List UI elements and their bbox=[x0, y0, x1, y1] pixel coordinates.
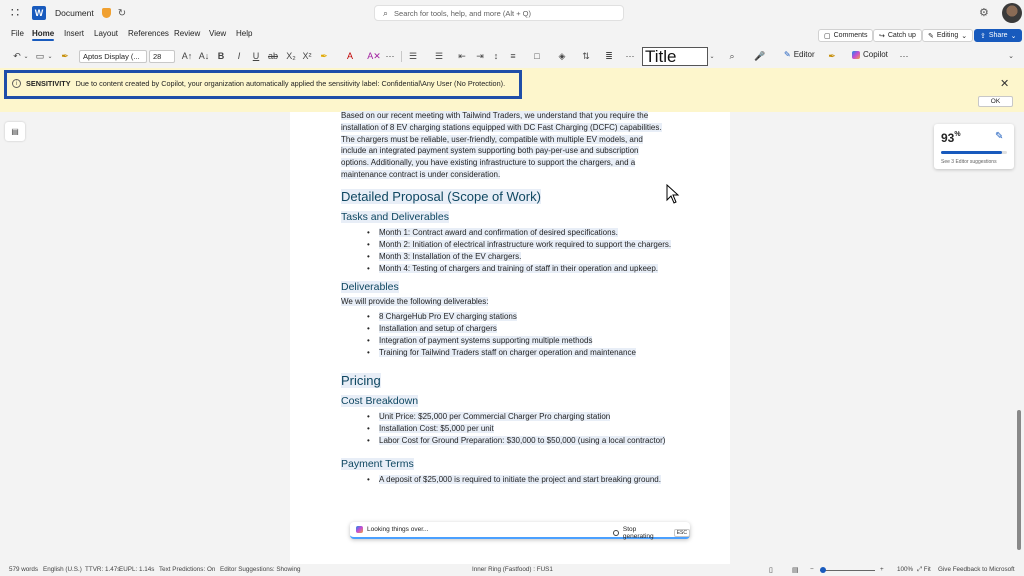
italic-icon[interactable]: I bbox=[237, 51, 241, 61]
highlight-color-icon[interactable]: ✒ bbox=[320, 50, 328, 61]
editor-button[interactable] bbox=[784, 50, 815, 59]
font-size-select[interactable] bbox=[149, 50, 175, 63]
fit-button[interactable]: ⤢ Fit bbox=[917, 566, 931, 573]
copilot-progress-bar bbox=[350, 522, 690, 539]
focus-view-icon[interactable]: ▤ bbox=[792, 567, 799, 574]
app-launcher-icon[interactable]: ∷ bbox=[10, 5, 20, 20]
navigation-pane-icon[interactable]: ▤ bbox=[5, 122, 25, 141]
intro-line: options. Additionally, you have existing infrastructure to support the chargers, and a bbox=[341, 158, 636, 168]
status-bar bbox=[0, 564, 1024, 576]
document-body[interactable] bbox=[341, 110, 686, 486]
editor-suggestions-status[interactable]: Editor Suggestions: Showing bbox=[220, 566, 301, 573]
vertical-scrollbar[interactable] bbox=[1017, 410, 1021, 550]
tab-home[interactable]: Home bbox=[32, 29, 55, 38]
intro-line: include an integrated payment system supporting both pay-per-use and subscription bbox=[341, 146, 639, 156]
list-item: • Month 3: Installation of the EV chargers. bbox=[379, 251, 686, 263]
copilot-status bbox=[356, 526, 428, 533]
copilot-label: Copilot bbox=[863, 50, 888, 59]
more-options-icon[interactable]: ⋯ bbox=[899, 50, 909, 61]
font-size-value: 28 bbox=[153, 52, 162, 61]
sensitivity-message bbox=[12, 79, 505, 88]
catch-up-button[interactable] bbox=[873, 29, 922, 42]
search-box[interactable] bbox=[374, 5, 624, 21]
text-predictions-status[interactable]: Text Predictions: On bbox=[159, 566, 216, 573]
chevron-down-icon[interactable]: ⌄ bbox=[23, 53, 29, 60]
styles-pane-icon[interactable]: ≣ bbox=[605, 50, 613, 61]
tab-references[interactable]: References bbox=[128, 29, 169, 38]
esc-key-hint: ESC bbox=[674, 529, 690, 537]
list-item: • Month 4: Testing of chargers and training of staff in their operation and upkeep. bbox=[379, 263, 686, 275]
eupl-status: EUPL: 1.14s bbox=[119, 566, 155, 573]
editor-pen-icon: ✎ bbox=[784, 50, 791, 59]
tab-insert[interactable]: Insert bbox=[64, 29, 85, 38]
comments-label: Comments bbox=[833, 32, 868, 39]
document-name[interactable]: Document bbox=[55, 8, 94, 18]
catch-up-label: Catch up bbox=[887, 32, 916, 39]
chevron-down-icon[interactable]: ⌄ bbox=[709, 53, 715, 60]
more-font-options-icon[interactable]: ⋯ bbox=[385, 50, 395, 61]
editor-suggestions-link[interactable]: See 3 Editor suggestions bbox=[941, 159, 997, 165]
borders-icon[interactable]: □ bbox=[534, 51, 540, 61]
tab-view[interactable]: View bbox=[209, 29, 227, 38]
comment-icon: ▢ bbox=[824, 32, 831, 40]
list-item: • Installation Cost: $5,000 per unit bbox=[379, 423, 686, 435]
stop-generating-button[interactable] bbox=[613, 526, 690, 540]
designer-icon[interactable]: ✒ bbox=[828, 50, 836, 61]
share-icon: ⇪ bbox=[980, 32, 986, 40]
zoom-level[interactable]: 100% bbox=[897, 566, 914, 573]
numbering-icon[interactable]: ☰ bbox=[434, 50, 444, 61]
paragraph-spacing-icon[interactable]: ⇅ bbox=[582, 50, 590, 61]
tab-help[interactable]: Help bbox=[236, 29, 253, 38]
share-button[interactable] bbox=[974, 29, 1022, 42]
underline-icon[interactable]: U bbox=[252, 51, 260, 61]
deliverables-intro: We will provide the following deliverables: bbox=[341, 296, 489, 306]
editor-score: 93% bbox=[941, 131, 961, 145]
format-painter-icon[interactable]: ✒ bbox=[61, 50, 69, 61]
chevron-down-icon[interactable]: ⌄ bbox=[47, 53, 53, 60]
copilot-status-text: Looking things over... bbox=[367, 526, 429, 533]
close-icon[interactable]: ✕ bbox=[1000, 78, 1010, 90]
ribbon-toolbar bbox=[0, 44, 1024, 68]
subscript-icon[interactable]: X₂ bbox=[286, 51, 296, 61]
style-value: Title bbox=[645, 46, 677, 66]
copilot-icon bbox=[356, 526, 363, 533]
heading-proposal: Detailed Proposal (Scope of Work) bbox=[341, 188, 541, 204]
zoom-slider[interactable] bbox=[820, 570, 875, 571]
avatar[interactable] bbox=[1002, 3, 1022, 23]
zoom-slider-thumb[interactable] bbox=[820, 567, 826, 573]
title-bar bbox=[0, 0, 1024, 26]
font-name-select[interactable] bbox=[79, 50, 147, 63]
editor-score-fill bbox=[941, 151, 1002, 154]
mouse-cursor-icon bbox=[666, 184, 680, 204]
page-view-icon[interactable]: ▯ bbox=[769, 567, 773, 574]
superscript-icon[interactable]: X² bbox=[302, 51, 312, 61]
editor-label: Editor bbox=[793, 50, 815, 59]
shading-icon[interactable]: ◈ bbox=[558, 50, 566, 61]
ring-status: Inner Ring (Fastfood) : FUS1 bbox=[472, 566, 553, 573]
list-item: • Unit Price: $25,000 per Commercial Charger Pro charging station bbox=[379, 411, 686, 423]
font-color-icon[interactable]: A bbox=[346, 51, 353, 61]
list-item: • A deposit of $25,000 is required to initiate the project and start breaking ground. bbox=[379, 474, 686, 486]
strikethrough-icon[interactable]: ab bbox=[267, 51, 278, 61]
list-item: • Month 1: Contract award and confirmation of desired specifications. bbox=[379, 227, 686, 239]
intro-paragraph bbox=[341, 110, 686, 181]
settings-gear-icon[interactable]: ⚙ bbox=[979, 7, 989, 19]
word-count[interactable]: 579 words bbox=[9, 566, 39, 573]
ttvr-status: TTVR: 1.47s bbox=[85, 566, 121, 573]
stop-generating-label: Stop generating bbox=[622, 526, 654, 540]
style-gallery[interactable] bbox=[642, 47, 708, 66]
font-name-value: Aptos Display (... bbox=[83, 52, 140, 61]
sensitivity-label: SENSITIVITY bbox=[26, 79, 71, 88]
divider bbox=[401, 51, 402, 62]
comments-button[interactable] bbox=[818, 29, 873, 42]
share-label: Share bbox=[988, 32, 1008, 39]
sensitivity-shield-icon[interactable] bbox=[102, 8, 111, 18]
stop-icon bbox=[613, 530, 619, 536]
language-status[interactable]: English (U.S.) bbox=[43, 566, 82, 573]
list-item: • Installation and setup of chargers bbox=[379, 323, 686, 335]
deliverables-list bbox=[341, 311, 686, 359]
catch-up-icon: ↪ bbox=[879, 32, 885, 40]
heading-payment-terms: Payment Terms bbox=[341, 457, 414, 470]
dictate-icon[interactable]: 🎤 bbox=[754, 50, 766, 61]
editing-label: Editing bbox=[936, 32, 959, 39]
zoom-out-icon[interactable]: − bbox=[810, 566, 814, 573]
pencil-icon: ✎ bbox=[928, 32, 934, 40]
search-icon: ⌕ bbox=[383, 7, 389, 18]
list-item: • Month 2: Initiation of electrical infrastructure work required to support the chargers. bbox=[379, 239, 686, 251]
editor-pen-icon: ✎ bbox=[995, 131, 1004, 142]
intro-line: The chargers must be reliable, user-friendly, compatible with multiple EV models, and bbox=[341, 134, 643, 144]
tab-review[interactable]: Review bbox=[174, 29, 201, 38]
tab-layout[interactable]: Layout bbox=[94, 29, 119, 38]
heading-tasks: Tasks and Deliverables bbox=[341, 210, 449, 223]
sensitivity-text: Due to content created by Copilot, your organization automatically applied the sensitivity label: Confidential\Any User (No Protection). bbox=[75, 79, 506, 88]
list-item: • 8 ChargeHub Pro EV charging stations bbox=[379, 311, 686, 323]
list-item: • Labor Cost for Ground Preparation: $30,000 to $50,000 (using a local contractor) bbox=[379, 435, 686, 447]
list-item: • Integration of payment systems supporting multiple methods bbox=[379, 335, 686, 347]
heading-pricing: Pricing bbox=[341, 372, 381, 388]
list-item: • Training for Tailwind Traders staff on charger operation and maintenance bbox=[379, 347, 686, 359]
editing-mode-button[interactable] bbox=[922, 29, 973, 42]
ribbon-expand-chevron-icon[interactable]: ⌄ bbox=[1008, 53, 1014, 60]
ok-button[interactable]: OK bbox=[978, 96, 1013, 107]
bold-icon[interactable]: B bbox=[217, 51, 225, 61]
word-logo-icon[interactable]: W bbox=[32, 6, 46, 20]
shrink-font-icon[interactable]: A↓ bbox=[198, 51, 210, 61]
info-icon: i bbox=[12, 79, 21, 88]
cost-list bbox=[341, 411, 686, 447]
chevron-down-icon: ⌄ bbox=[961, 32, 968, 40]
search-placeholder: Search for tools, help, and more (Alt + Q) bbox=[394, 8, 531, 18]
intro-line: Based on our recent meeting with Tailwind Traders, we understand that you require the bbox=[341, 111, 649, 120]
decrease-indent-icon[interactable]: ⇤ bbox=[458, 50, 466, 61]
undo-icon[interactable]: ↶ bbox=[13, 50, 21, 61]
more-paragraph-options-icon[interactable]: ⋯ bbox=[625, 50, 635, 61]
zoom-in-icon[interactable]: + bbox=[880, 566, 884, 573]
tasks-list bbox=[341, 227, 686, 275]
editor-score-card[interactable] bbox=[934, 124, 1014, 169]
editor-score-bar bbox=[941, 151, 1007, 154]
grow-font-icon[interactable]: A↑ bbox=[181, 51, 193, 61]
feedback-link[interactable]: Give Feedback to Microsoft bbox=[938, 566, 1015, 573]
find-icon[interactable]: ⌕ bbox=[729, 50, 735, 61]
chevron-down-icon: ⌄ bbox=[1010, 32, 1017, 40]
intro-line: maintenance contract is under consideration. bbox=[341, 169, 501, 179]
align-icon[interactable]: ≡ bbox=[510, 51, 516, 61]
increase-indent-icon[interactable]: ⇥ bbox=[476, 50, 484, 61]
heading-deliverables: Deliverables bbox=[341, 280, 399, 293]
copilot-icon bbox=[852, 51, 860, 59]
clear-formatting-icon[interactable]: A✕ bbox=[367, 50, 381, 61]
line-spacing-icon[interactable]: ↕ bbox=[493, 51, 499, 61]
paste-icon[interactable]: ▭ bbox=[35, 50, 45, 61]
tab-file[interactable]: File bbox=[11, 29, 24, 38]
payment-list bbox=[341, 474, 686, 486]
intro-line: installation of 8 EV charging stations equipped with DC Fast Charging (DCFC) capabilities. bbox=[341, 122, 662, 132]
heading-cost-breakdown: Cost Breakdown bbox=[341, 394, 419, 407]
sync-icon[interactable]: ↻ bbox=[117, 7, 127, 19]
bullets-icon[interactable]: ☰ bbox=[408, 50, 418, 61]
menu-bar bbox=[0, 26, 1024, 44]
copilot-button[interactable] bbox=[852, 50, 888, 59]
